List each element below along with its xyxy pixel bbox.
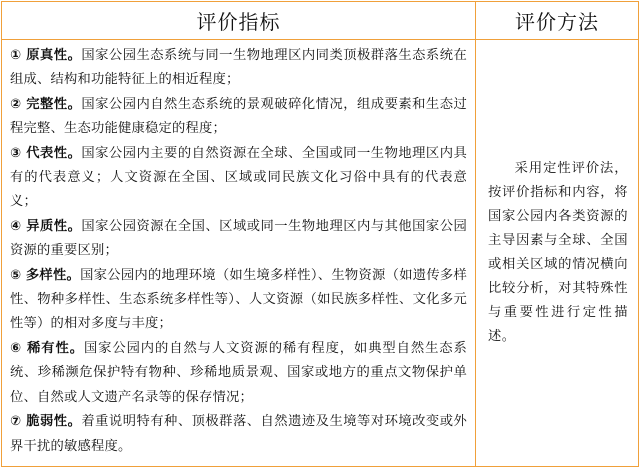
indicator-item (10, 93, 467, 142)
indicator-item (10, 44, 467, 93)
indicators-cell (2, 40, 476, 467)
indicator-item (10, 264, 467, 337)
method-cell (476, 40, 639, 467)
indicator-text: 国家公园内的地理环境（如生境多样性）、生物资源（如遗传多样性、物种多样性、生态系统多样性等）、人文资源（如民族多样性、文化多元性等）的相对多度与丰度； (10, 267, 467, 332)
evaluation-table (1, 1, 639, 467)
indicator-item (10, 215, 467, 264)
header-indicators: 评价指标 (2, 2, 476, 40)
indicator-keyword: 异质性。 (26, 218, 82, 234)
indicator-text: 国家公园内的自然与人文资源的稀有程度，如典型自然生态系统、珍稀濒危保护特有物种、珍稀地质景观、国家或地方的重点文物保护单位、自然或人文遗产名录等的保存情况； (10, 340, 467, 405)
indicator-item (10, 410, 467, 459)
indicator-text: 国家公园资源在全国、区域或同一生物地理区内与其他国家公园资源的重要区别； (10, 218, 467, 259)
indicator-keyword: 稀有性。 (27, 340, 84, 356)
indicator-text: 国家公园生态系统与同一生物地理区内同类顶极群落生态系统在组成、结构和功能特征上的相近程度； (10, 48, 467, 88)
indicator-number: ⑤ (10, 267, 22, 283)
indicator-number: ③ (10, 145, 22, 161)
indicator-keyword: 原真性。 (26, 48, 82, 63)
indicator-item (10, 142, 467, 215)
indicator-number: ⑦ (10, 414, 22, 430)
indicator-item (10, 337, 467, 410)
indicator-number: ② (10, 96, 22, 112)
indicator-number: ④ (10, 218, 22, 234)
indicator-text: 国家公园内自然生态系统的景观破碎化情况，组成要素和生态过程完整、生态功能健康稳定的程度； (10, 96, 467, 137)
indicator-text: 着重说明特有种、顶极群落、自然遗迹及生境等对环境改变或外界干扰的敏感程度。 (10, 414, 467, 454)
header-row (2, 2, 639, 40)
indicator-keyword: 多样性。 (25, 267, 81, 283)
method-text: 采用定性评价法，按评价指标和内容，将国家公园内各类资源的主导因素与全球、全国或相关区域的情况横向比较分析，对其特殊性与重要性进行定性描述。 (488, 161, 628, 344)
indicator-keyword: 完整性。 (26, 96, 82, 112)
indicator-text: 国家公园内主要的自然资源在全球、全国或同一生物地理区内具有的代表意义；人文资源在全国、区域或同民族文化习俗中具有的代表意义； (10, 145, 467, 210)
content-row (2, 40, 639, 467)
indicator-number: ① (10, 48, 22, 63)
header-method: 评价方法 (476, 2, 639, 40)
indicator-number: ⑥ (10, 340, 22, 356)
indicator-keyword: 代表性。 (26, 145, 82, 161)
indicator-keyword: 脆弱性。 (26, 414, 82, 430)
